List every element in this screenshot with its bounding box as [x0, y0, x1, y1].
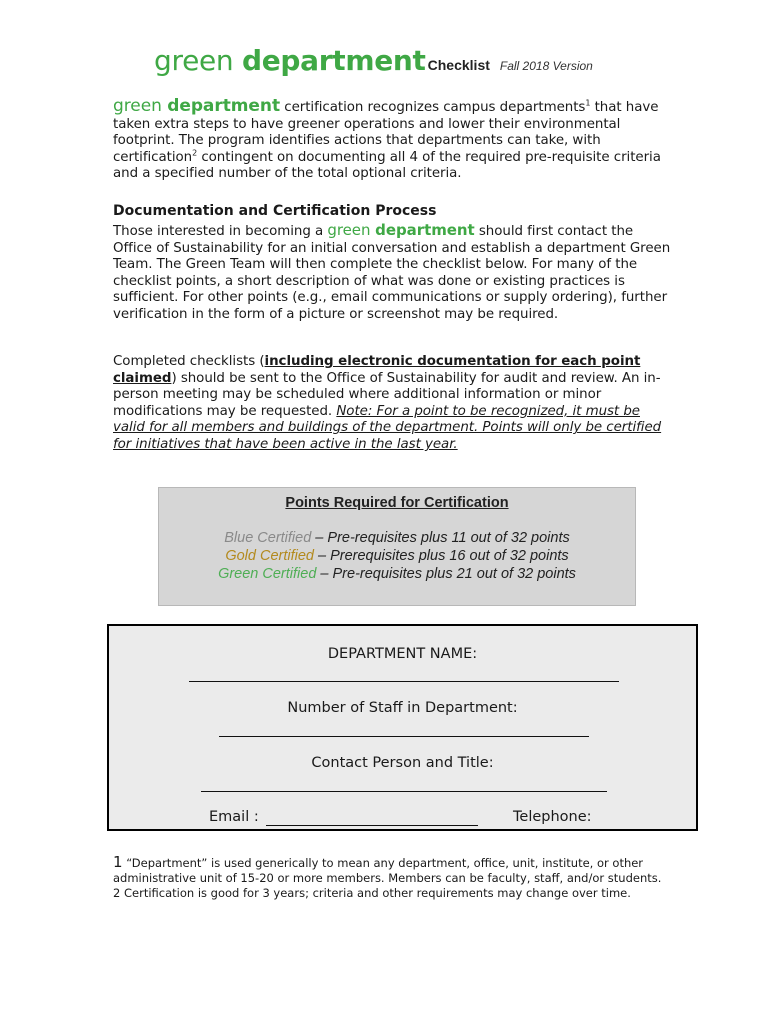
points-list — [159, 529, 635, 583]
version-label: Fall 2018 Version — [499, 59, 593, 73]
brand-bold: department — [241, 44, 426, 77]
department-form — [107, 624, 698, 831]
email-label: Email : — [209, 809, 259, 825]
footnote-1-text: “Department” is used generically to mean any department, office, unit, institute, or other administrative unit of 15-20 or more members. Members can be faculty, staff, and/or students. — [113, 856, 662, 885]
level-gold-desc: – Prerequisites plus 16 out of 32 points — [313, 548, 569, 564]
submission-text-b: ) should be sent to the Office of Sustainability for audit and review. An in-person meeting may be scheduled where additional information or minor modifications may be requested. — [113, 370, 661, 419]
intro-brand-light: green — [113, 96, 162, 116]
intro-paragraph — [113, 98, 673, 183]
intro-text-a: certification recognizes campus departments — [280, 100, 586, 115]
footnote-ref-1: 1 — [585, 98, 591, 108]
submission-note: Note: For a point to be recognized, it must be valid for all members and buildings of the department. Points will only be certified for initiatives that have been active in the last year. — [113, 403, 662, 452]
page-title — [154, 44, 593, 77]
telephone-label: Telephone: — [513, 809, 592, 825]
doc-brand-light: green — [327, 221, 371, 239]
level-blue-name: Blue Certified — [224, 530, 312, 546]
level-green — [159, 565, 635, 583]
footnote-2-text: Certification is good for 3 years; criteria and other requirements may change over time. — [120, 886, 631, 900]
footnote-ref-2: 2 — [192, 148, 198, 158]
intro-text-b: that have taken extra steps to have greener operations and lower their environmental footprint. The program identifies actions that departments can take, with certification — [113, 100, 659, 165]
level-gold — [159, 547, 635, 565]
doc-text-a: Those interested in becoming a — [113, 224, 328, 239]
email-row — [209, 809, 259, 825]
section-heading: Documentation and Certification Process — [113, 203, 437, 219]
submission-paragraph — [113, 354, 673, 454]
checklist-label: Checklist — [427, 57, 490, 73]
footnote-2 — [113, 886, 663, 901]
level-gold-name: Gold Certified — [225, 548, 314, 564]
contact-person-field[interactable] — [201, 791, 607, 792]
dept-name-label: DEPARTMENT NAME: — [327, 646, 478, 662]
submission-emphasis: including electronic documentation for each point claimed — [113, 354, 641, 386]
doc-brand-bold: department — [375, 221, 475, 239]
level-blue — [159, 529, 635, 547]
brand-logo — [154, 44, 426, 77]
level-blue-desc: – Pre-requisites plus 11 out of 32 points — [311, 530, 570, 546]
brand-light: green — [154, 44, 234, 77]
points-title: Points Required for Certification — [285, 495, 509, 511]
footnote-2-number: 2 — [113, 886, 121, 900]
footnotes — [113, 855, 663, 901]
submission-text-a: Completed checklists ( — [113, 354, 265, 369]
footnote-1 — [113, 855, 663, 886]
intro-brand — [113, 96, 280, 116]
doc-text-b: should first contact the Office of Sustainability for an initial conversation and establish a department Green Team. The Green Team will then complete the checklist below. For many of the checklist points, a short description of what was done or existing practices is sufficient. For other points (e.g., email communications or supply ordering), further verification in the form of a picture or screenshot may be required. — [113, 224, 671, 322]
dept-name-field[interactable] — [189, 681, 619, 682]
intro-brand-bold: department — [167, 96, 281, 116]
staff-label: Number of Staff in Department: — [287, 700, 518, 716]
email-field[interactable] — [266, 825, 478, 826]
level-green-name: Green Certified — [218, 566, 317, 582]
intro-text-c: contingent on documenting all 4 of the required pre-requisite criteria and a specified number of the total optional criteria. — [113, 149, 661, 182]
staff-count-field[interactable] — [219, 736, 589, 737]
contact-label: Contact Person and Title: — [311, 755, 494, 771]
points-required-box — [158, 487, 636, 606]
footnote-1-number: 1 — [113, 853, 123, 871]
level-green-desc: – Pre-requisites plus 21 out of 32 points — [316, 566, 576, 582]
doc-brand — [327, 221, 474, 239]
documentation-paragraph — [113, 222, 673, 324]
